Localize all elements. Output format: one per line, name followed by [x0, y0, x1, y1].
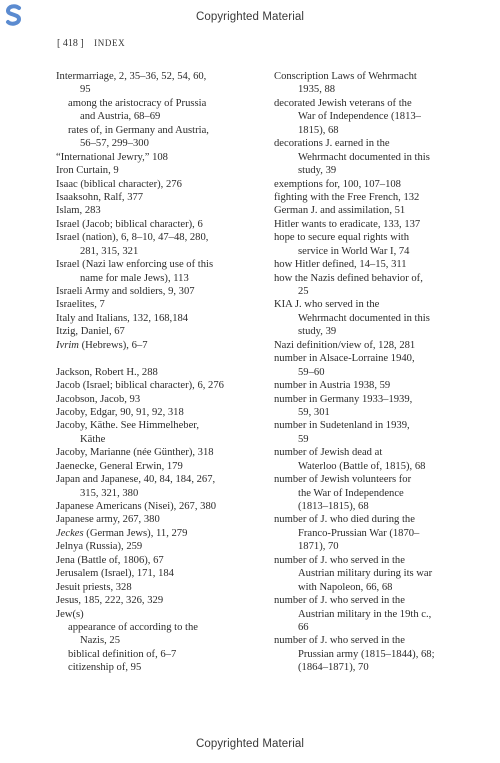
index-entry: Itzig, Daniel, 67 [56, 326, 125, 338]
index-entry: Israelites, 7 [56, 299, 105, 311]
index-entry: Iron Curtain, 9 [56, 165, 119, 177]
index-entry: 59, 301 [298, 406, 330, 418]
index-entry: rates of, in Germany and Austria, [68, 124, 209, 136]
index-entry: Jacobson, Jacob, 93 [56, 393, 141, 405]
index-entry: “International Jewry,” 108 [56, 151, 168, 163]
index-entry: 1815), 68 [298, 124, 339, 136]
index-entry: Jerusalem (Israel), 171, 184 [56, 568, 174, 580]
index-entry: hope to secure equal rights with [274, 232, 410, 244]
index-entry: 59–60 [298, 366, 325, 378]
index-entry: fighting with the Free French, 132 [274, 191, 420, 203]
index-entry: Jaenecke, General Erwin, 179 [56, 460, 183, 472]
index-entry: 315, 321, 380 [80, 487, 139, 499]
copyright-banner-bottom: Copyrighted Material [195, 738, 305, 750]
index-entry: biblical definition of, 6–7 [68, 648, 177, 660]
index-column-left [56, 70, 256, 675]
index-entry: number of J. who died during the [274, 514, 415, 526]
index-entry: Nazi definition/view of, 128, 281 [274, 339, 416, 351]
index-entry: among the aristocracy of Prussia [68, 97, 207, 109]
index-entry: 25 [298, 286, 309, 297]
index-entry: Jew(s) [56, 608, 84, 620]
index-entry: how the Nazis defined behavior of, [274, 272, 423, 284]
index-entry: War of Independence (1813– [298, 111, 421, 123]
index-entry: (1813–1815), 68 [298, 501, 369, 512]
index-entry: Jacob (Israel; biblical character), 6, 276 [56, 380, 224, 392]
copyright-banner-top: Copyrighted Material [195, 11, 305, 23]
index-entry: Jacoby, Marianne (née Günther), 318 [56, 447, 214, 459]
index-entry: Prussian army (1815–1844), 68; [298, 648, 435, 660]
index-entry [56, 527, 256, 540]
index-entry: number of Jewish dead at [274, 447, 383, 459]
index-column-right [274, 70, 474, 675]
index-entry: Islam, 283 [56, 205, 101, 217]
index-entry: Franco-Prussian War (1870– [298, 527, 420, 539]
index-entry: decorated Jewish veterans of the [274, 97, 412, 109]
index-entry: Isaaksohn, Ralf, 377 [56, 191, 144, 203]
index-entry-rest: (Hebrews), 6–7 [78, 339, 148, 351]
index-entry: Jacoby, Edgar, 90, 91, 92, 318 [56, 406, 184, 418]
index-entry: Conscription Laws of Wehrmacht [274, 71, 417, 82]
section-label: INDEX [94, 38, 126, 48]
index-entry: Israel (nation), 6, 8–10, 47–48, 280, [56, 232, 209, 244]
index-entry: with Napoleon, 66, 68 [298, 581, 393, 593]
index-entry: Israel (Nazi law enforcing use of this [56, 259, 214, 271]
index-entry: KIA J. who served in the [274, 299, 380, 311]
index-entry: number of J. who served in the [274, 554, 405, 566]
index-entry: number in Germany 1933–1939, [274, 393, 413, 405]
index-entry: Japanese army, 267, 380 [56, 514, 160, 526]
index-entry: how Hitler defined, 14–15, 311 [274, 259, 407, 271]
index-entry-rest: (German Jews), 11, 279 [83, 527, 188, 539]
index-entry: Nazis, 25 [80, 635, 121, 647]
index-entry: 1871), 70 [298, 541, 339, 553]
index-entry: Jena (Battle of, 1806), 67 [56, 554, 164, 566]
index-entry: German J. and assimilation, 51 [274, 205, 406, 217]
index-entry: 1935, 88 [298, 84, 336, 96]
index-entry: Jacoby, Käthe. See Himmelheber, [56, 420, 200, 432]
index-entry: Austrian military in the 19th c., [298, 608, 432, 620]
index-spacer [56, 352, 256, 365]
index-term-italic: Jeckes [56, 527, 84, 539]
index-entry: Japan and Japanese, 40, 84, 184, 267, [56, 474, 216, 486]
index-entry: Wehrmacht documented in this [298, 312, 430, 324]
index-entry: 66 [298, 621, 309, 633]
index-entry: Hitler wants to eradicate, 133, 137 [274, 218, 421, 230]
index-entry: exemptions for, 100, 107–108 [274, 178, 401, 190]
index-entry: Jelnya (Russia), 259 [56, 541, 143, 553]
index-entry: Jesuit priests, 328 [56, 581, 132, 593]
index-entry: study, 39 [298, 326, 337, 338]
index-entry: Israeli Army and soldiers, 9, 307 [56, 286, 195, 297]
index-entry: Intermarriage, 2, 35–36, 52, 54, 60, [56, 71, 207, 82]
index-entry: number in Austria 1938, 59 [274, 380, 391, 392]
index-entry: the War of Independence [298, 487, 404, 499]
index-entry: citizenship of, 95 [68, 662, 142, 674]
index-entry: appearance of according to the [68, 621, 198, 633]
index-entry: Wehrmacht documented in this [298, 151, 430, 163]
index-entry: number in Sudetenland in 1939, [274, 420, 410, 432]
running-head [57, 38, 125, 49]
index-entry: 59 [298, 433, 309, 445]
index-entry: Jesus, 185, 222, 326, 329 [56, 595, 164, 607]
index-entry: 56–57, 299–300 [80, 138, 149, 150]
index-entry: and Austria, 68–69 [80, 111, 161, 123]
index-entry: number of Jewish volunteers for [274, 474, 412, 486]
index-term-italic: Ivrim [56, 339, 79, 351]
index-entry: number of J. who served in the [274, 635, 405, 647]
index-entry: Käthe [80, 433, 106, 445]
index-entry: 281, 315, 321 [80, 245, 139, 257]
index-entry: study, 39 [298, 165, 337, 177]
index-entry: Israel (Jacob; biblical character), 6 [56, 218, 203, 230]
index-entry: number in Alsace-Lorraine 1940, [274, 353, 415, 365]
index-entry: name for male Jews), 113 [80, 272, 189, 284]
index-entry: Italy and Italians, 132, 168,184 [56, 312, 189, 324]
index-entry: number of J. who served in the [274, 595, 405, 607]
index-entry: Jackson, Robert H., 288 [56, 366, 158, 378]
page-number: [ 418 ] [57, 38, 84, 49]
index-entry: (1864–1871), 70 [298, 662, 369, 674]
index-entry [56, 339, 256, 352]
index-entry: 95 [80, 84, 91, 96]
index-entry: Japanese Americans (Nisei), 267, 380 [56, 501, 217, 512]
index-entry: Austrian military during its war [298, 568, 433, 580]
index-entry: service in World War I, 74 [298, 245, 410, 257]
index-entry: Isaac (biblical character), 276 [56, 178, 182, 190]
index-entry: decorations J. earned in the [274, 138, 390, 150]
index-entry: Waterloo (Battle of, 1815), 68 [298, 460, 426, 472]
